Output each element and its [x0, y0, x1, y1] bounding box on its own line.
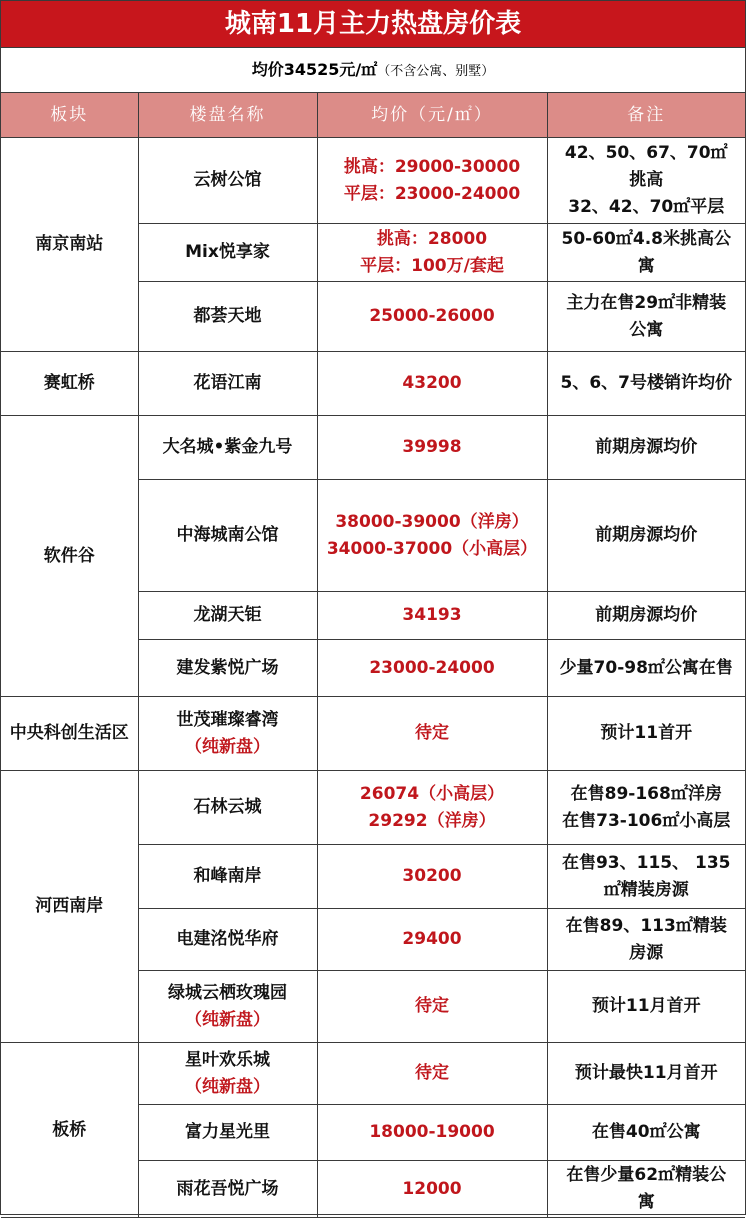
project-name: 龙湖天钜 [193, 605, 262, 625]
project-name-cell [138, 138, 317, 224]
remark-cell [547, 1161, 745, 1218]
remark-text: 在售73-106㎡小高层 [562, 810, 731, 831]
remark-cell [547, 416, 745, 480]
remark-cell [547, 771, 745, 845]
price-value: 43200 [402, 373, 462, 393]
price-value: 平层：23000-24000 [343, 183, 521, 204]
new-project-note: （纯新盘） [185, 1009, 270, 1030]
price-cell [317, 592, 547, 640]
table-row [1, 771, 745, 845]
area-cell: 赛虹桥 [1, 352, 138, 416]
remark-text: 公寓 [629, 319, 664, 340]
average-note: （不含公寓、别墅） [377, 64, 495, 79]
project-name-cell [138, 1161, 317, 1218]
project-name-cell [138, 697, 317, 771]
project-name-cell [138, 640, 317, 697]
project-name: 都荟天地 [193, 306, 262, 326]
remark-text: 32、42、70㎡平层 [568, 197, 725, 217]
remark-cell [547, 480, 745, 592]
remark-cell [547, 697, 745, 771]
remark-text: 在售89-168㎡洋房 [570, 783, 722, 804]
price-cell [317, 697, 547, 771]
project-name: 和峰南岸 [193, 866, 262, 886]
price-cell [317, 1105, 547, 1161]
price-value: 挑高：29000-30000 [343, 156, 521, 177]
project-name: 绿城云栖玫瑰园 [168, 982, 287, 1003]
price-cell [317, 282, 547, 352]
table-header-row [1, 93, 745, 138]
header-area: 板块 [1, 93, 138, 138]
average-price-line [1, 48, 745, 93]
average-price: 均价34525元/㎡ [251, 60, 378, 79]
area-cell: 南京南站 [1, 138, 138, 352]
price-cell [317, 416, 547, 480]
price-value: 30200 [402, 866, 462, 886]
table-body [1, 138, 745, 1218]
price-cell [317, 909, 547, 971]
project-name: 大名城•紫金九号 [162, 437, 293, 457]
table-row [1, 1043, 745, 1105]
remark-text: 预计最快11月首开 [574, 1063, 718, 1083]
price-table [1, 93, 745, 1218]
price-cell [317, 640, 547, 697]
project-name: 雨花吾悦广场 [176, 1178, 279, 1199]
remark-text: ㎡精装房源 [603, 879, 689, 900]
new-project-note: （纯新盘） [185, 1076, 270, 1097]
remark-cell [547, 138, 745, 224]
project-name-cell [138, 845, 317, 909]
remark-cell [547, 1105, 745, 1161]
remark-text: 房源 [629, 942, 664, 963]
price-value: 待定 [415, 1063, 449, 1083]
price-cell [317, 845, 547, 909]
project-name: 建发紫悦广场 [176, 657, 279, 678]
remark-text: 预计11首开 [600, 723, 693, 743]
project-name: 电建洺悦华府 [176, 929, 279, 949]
area-cell: 软件谷 [1, 416, 138, 697]
table-row [1, 697, 745, 771]
project-name-cell [138, 224, 317, 282]
remark-cell [547, 909, 745, 971]
price-value: 23000-24000 [369, 657, 495, 678]
remark-cell [547, 352, 745, 416]
remark-cell [547, 592, 745, 640]
project-name-cell [138, 1105, 317, 1161]
remark-text: 寓 [637, 255, 655, 276]
header-price: 均价（元/㎡） [317, 93, 547, 138]
remark-text: 前期房源均价 [595, 605, 698, 625]
project-name-cell [138, 480, 317, 592]
price-cell [317, 1043, 547, 1105]
remark-cell [547, 224, 745, 282]
project-name-cell [138, 352, 317, 416]
header-project: 楼盘名称 [138, 93, 317, 138]
remark-text: 在售少量62㎡精装公 [566, 1165, 727, 1185]
project-name: 世茂璀璨睿湾 [176, 709, 279, 730]
new-project-note: （纯新盘） [185, 736, 270, 757]
remark-cell [547, 282, 745, 352]
price-cell [317, 480, 547, 592]
price-value: 12000 [402, 1178, 462, 1199]
project-name: 中海城南公馆 [176, 525, 279, 545]
price-cell [317, 352, 547, 416]
remark-cell [547, 845, 745, 909]
price-value: 29292（洋房） [368, 810, 496, 831]
price-value: 39998 [402, 437, 462, 457]
remark-text: 5、6、7号楼销许均价 [560, 373, 732, 393]
remark-cell [547, 1043, 745, 1105]
remark-text: 前期房源均价 [595, 437, 698, 457]
project-name-cell [138, 282, 317, 352]
project-name: Mix悦享家 [185, 242, 270, 262]
price-cell [317, 971, 547, 1043]
price-value: 29400 [402, 929, 462, 949]
area-cell: 河西南岸 [1, 771, 138, 1043]
price-cell [317, 1161, 547, 1218]
price-value: 34000-37000（小高层） [326, 538, 538, 559]
table-row [1, 416, 745, 480]
project-name: 花语江南 [193, 373, 262, 393]
table-row [1, 138, 745, 224]
project-name-cell [138, 1043, 317, 1105]
project-name: 云树公馆 [193, 170, 262, 190]
project-name-cell [138, 416, 317, 480]
remark-text: 挑高 [629, 170, 664, 190]
remark-text: 50-60㎡4.8米挑高公 [561, 228, 731, 249]
price-cell [317, 771, 547, 845]
price-value: 38000-39000（洋房） [335, 511, 529, 532]
remark-text: 在售40㎡公寓 [591, 1122, 701, 1142]
remark-text: 少量70-98㎡公寓在售 [559, 657, 733, 678]
table-title: 城南11月主力热盘房价表 [1, 1, 745, 48]
price-value: 25000-26000 [369, 306, 495, 326]
area-cell: 板桥 [1, 1043, 138, 1218]
price-value: 34193 [402, 605, 462, 625]
price-value: 26074（小高层） [359, 783, 505, 804]
remark-text: 42、50、67、70㎡ [564, 143, 728, 163]
remark-cell [547, 640, 745, 697]
project-name-cell [138, 971, 317, 1043]
price-value: 挑高：28000 [376, 228, 488, 249]
price-value: 18000-19000 [369, 1122, 495, 1142]
remark-text: 预计11月首开 [591, 996, 701, 1016]
remark-text: 主力在售29㎡非精装 [566, 292, 727, 313]
remark-text: 寓 [637, 1192, 655, 1212]
project-name-cell [138, 592, 317, 640]
area-cell: 中央科创生活区 [1, 697, 138, 771]
price-cell [317, 138, 547, 224]
price-cell [317, 224, 547, 282]
remark-text: 前期房源均价 [595, 525, 698, 545]
price-value: 待定 [415, 996, 449, 1016]
project-name: 石林云城 [193, 797, 262, 817]
price-value: 平层：100万/套起 [360, 255, 504, 276]
project-name: 富力星光里 [185, 1122, 270, 1142]
project-name: 星叶欢乐城 [185, 1049, 270, 1070]
project-name-cell [138, 909, 317, 971]
price-value: 待定 [415, 723, 449, 743]
remark-text: 在售89、113㎡精装 [565, 915, 727, 936]
project-name-cell [138, 771, 317, 845]
remark-cell [547, 971, 745, 1043]
remark-text: 在售93、115、 135 [561, 852, 731, 873]
header-remark: 备注 [547, 93, 745, 138]
table-row [1, 352, 745, 416]
